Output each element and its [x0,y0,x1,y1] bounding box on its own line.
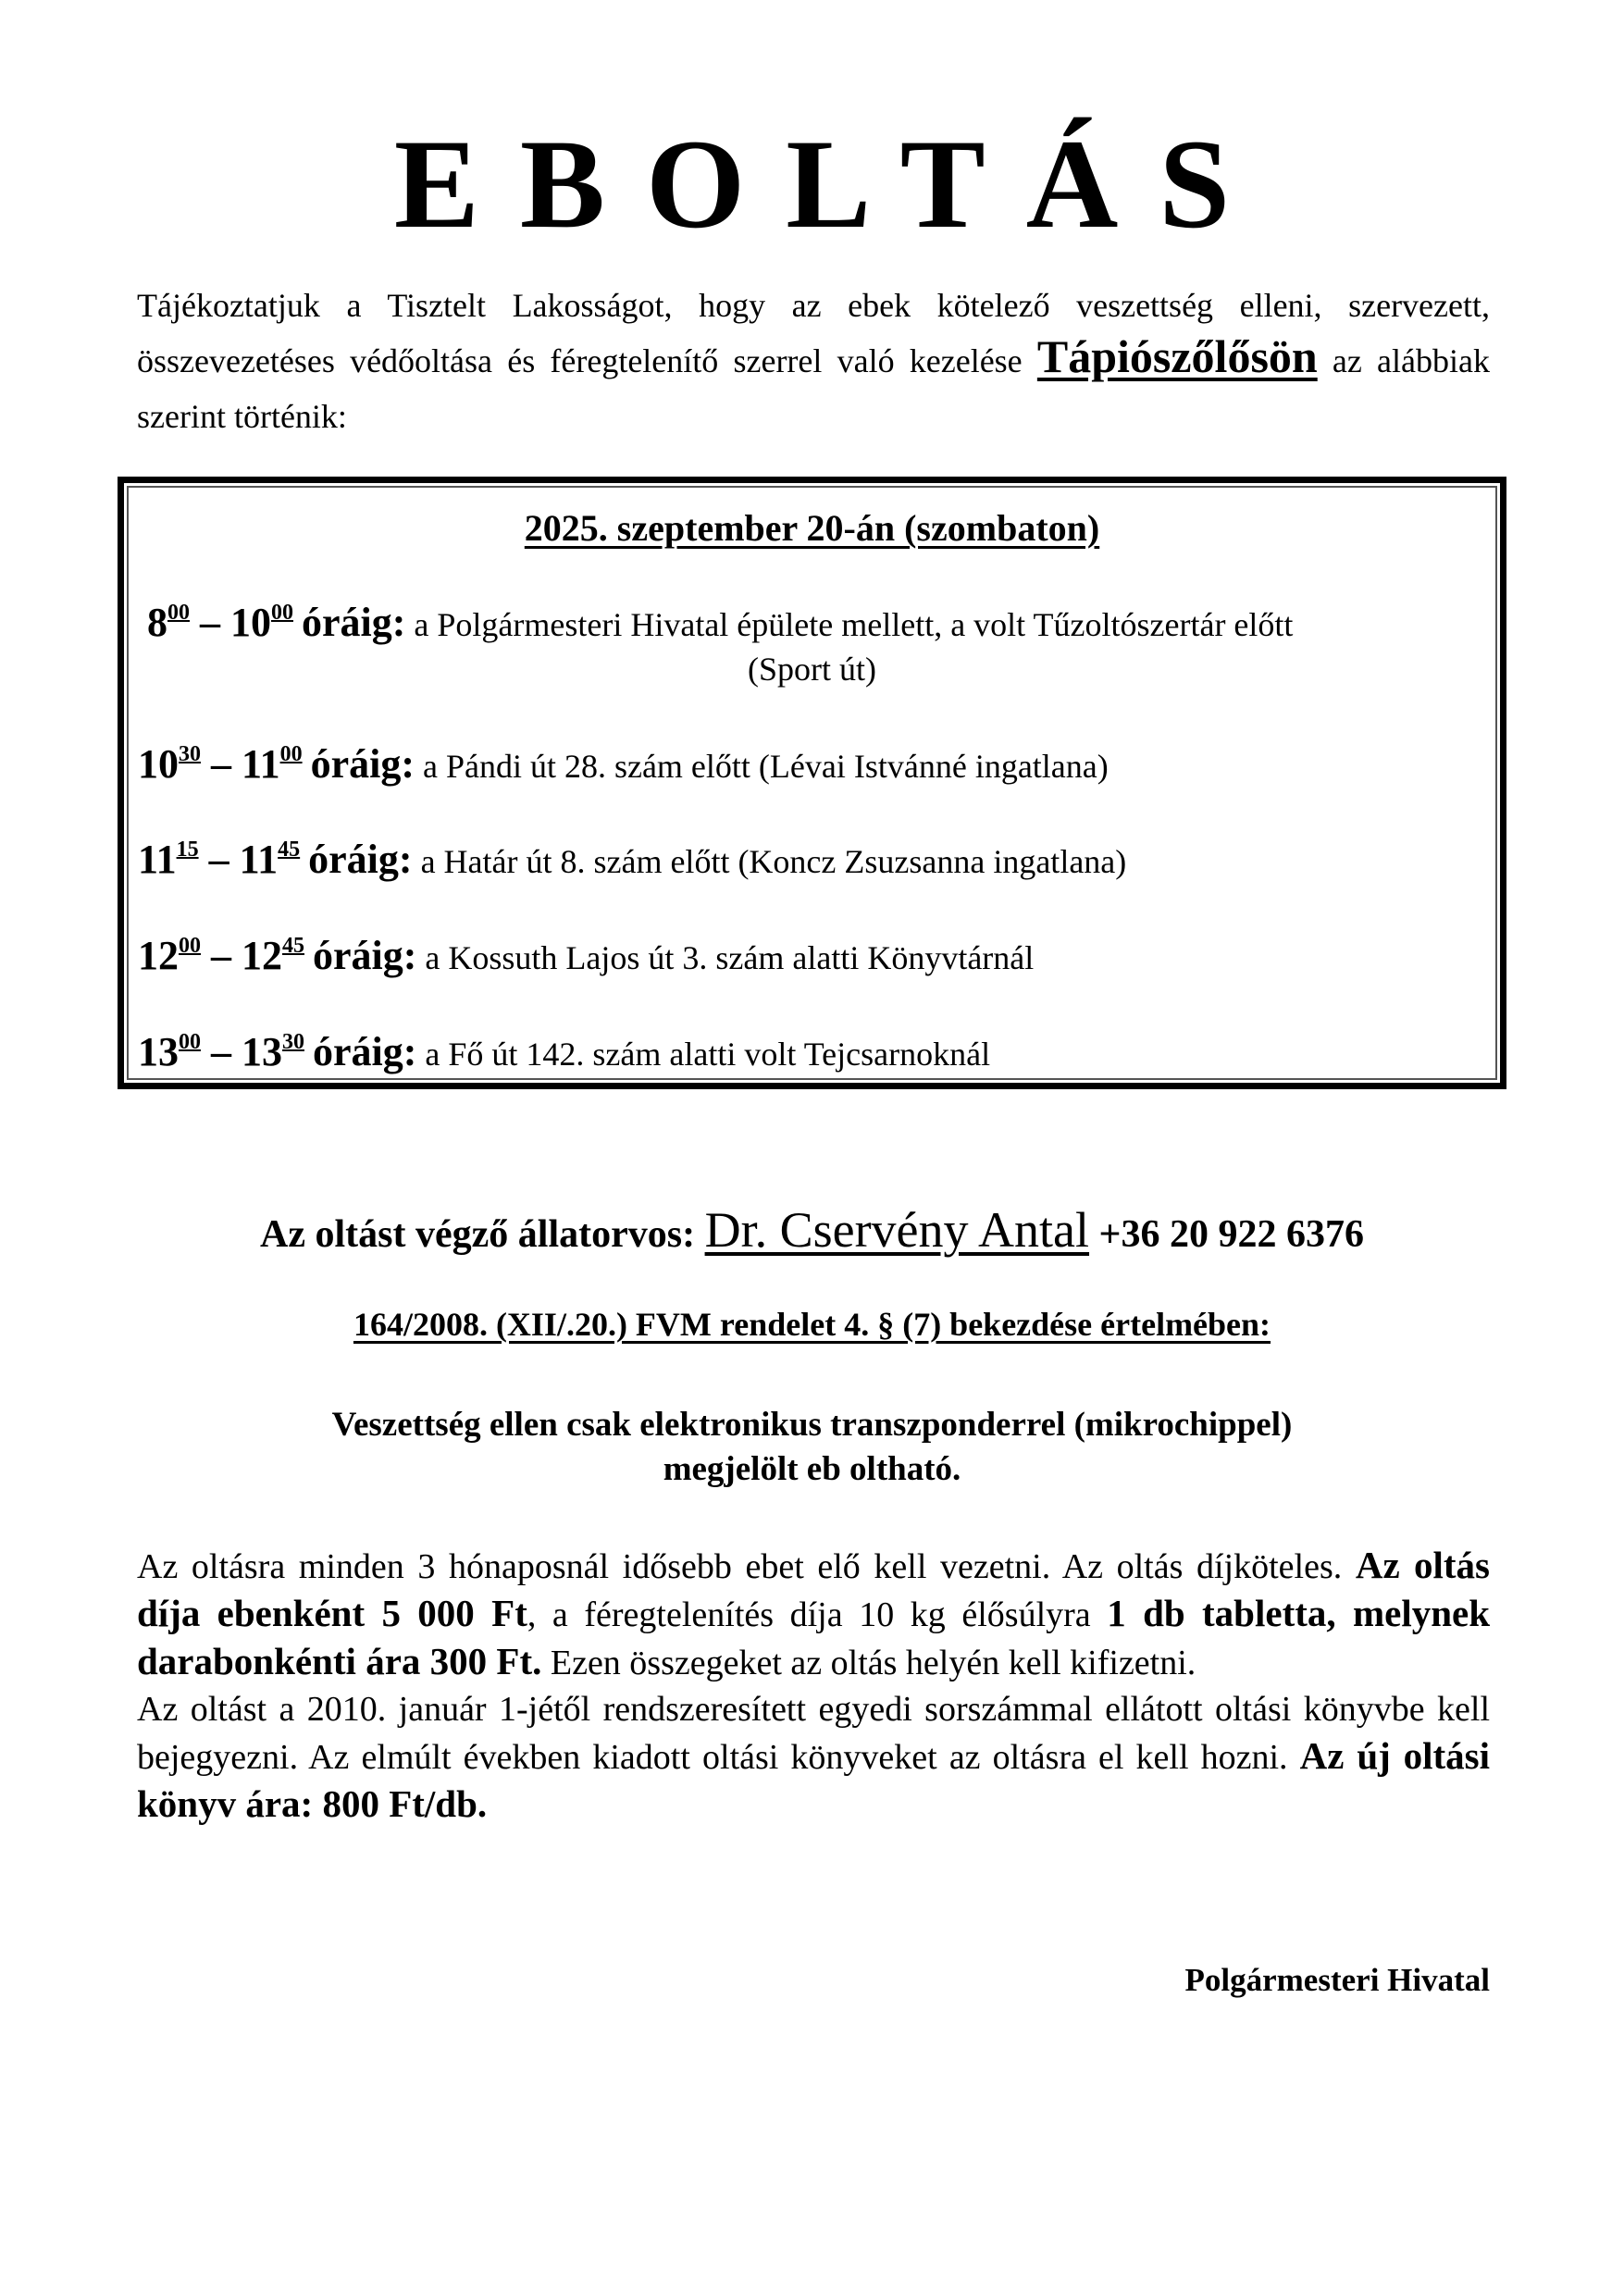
fee-information [137,1542,1490,1829]
vet-info [0,1201,1624,1259]
warning-line-1: Veszettség ellen csak elektronikus transzponderrel (mikrochippel) [331,1406,1293,1444]
time-range: $8^{00} - 10^{00}$ [147,600,293,645]
schedule-row [129,838,1495,884]
schedule-date: 2025. szeptember 20-án (szombaton) [524,507,1100,549]
page-title: EBOLTÁS [393,113,1271,254]
schedule-row [129,934,1495,980]
intro-text-after: az alábbiak szerint történik: [137,342,1490,435]
location: a Polgármesteri Hivatal épülete mellett, a volt Tűzoltószertár előtt [414,606,1294,643]
vet-label: Az oltást végző állatorvos: [260,1213,696,1256]
time-range: $13^{00} - 13^{30}$ [138,1029,304,1074]
book-price: Az új oltási könyv ára: 800 Ft/db. [137,1734,1491,1825]
schedule-row [129,1030,1495,1076]
vaccination-book-paragraph: Az oltást a 2010. január 1-jétől rendszeresített egyedi sorszámmal ellátott oltási könyvbe kell bejegyezni. Az elmúlt években kiadott oltási könyveket az oltásra el kell hozni. Az új oltási könyv ára: 800 Ft/db. [137,1690,1491,1825]
intro-text: Tájékoztatjuk a Tisztelt Lakosságot, hogy az ebek kötelező veszettség elleni, szervezett, összevezetéses védőoltása és féregtelenítő szerrel való kezelése [137,287,1490,379]
microchip-warning [0,1403,1624,1492]
fee-paragraph: Az oltásra minden 3 hónaposnál idősebb ebet elő kell vezetni. Az oltás díjköteles. Az oltás díja ebenként 5 000 Ft, a féregtelenítés díja 10 kg élősúlyra 1 db tabletta, melynek darabonkénti ára 300 Ft. Ezen összegeket az oltás helyén kell kifizetni. [137,1544,1491,1682]
place-name: Tápiószőlősön [1036,330,1318,382]
regulation-reference: 164/2008. (XII/.20.) FVM rendelet 4. § (7) bekezdése értelmében: [353,1306,1271,1343]
location: a Kossuth Lajos út 3. szám alatti Könyvtárnál [425,939,1035,976]
time-range: $10^{30} - 11^{00}$ [138,741,303,787]
schedule-box [118,477,1506,1089]
schedule-row [129,601,1495,691]
vet-name: Dr. Cservény Antal [704,1202,1090,1258]
location: a Határ út 8. szám előtt (Koncz Zsuzsanna ingatlana) [420,843,1127,880]
warning-line-2: megjelölt eb oltható. [663,1450,961,1488]
signature: Polgármesteri Hivatal [1184,1962,1490,1998]
location: a Pándi út 28. szám előtt (Lévai Istvánné ingatlana) [422,748,1109,785]
schedule-inner-border [127,486,1497,1080]
until-label: óráig: [302,600,406,645]
location: a Fő út 142. szám alatti volt Tejcsarnoknál [425,1036,991,1073]
time-range: $12^{00} - 12^{45}$ [138,933,304,978]
deworming-fee: 1 db tabletta, melynek darabonkénti ára 300 Ft. [137,1592,1491,1682]
vet-phone: +36 20 922 6376 [1098,1213,1364,1256]
schedule-row [129,742,1495,788]
location-continued: (Sport út) [748,651,876,688]
time-range: $11^{15} - 11^{45}$ [138,837,301,882]
intro-paragraph [137,282,1490,444]
until-label: óráig: [313,933,417,978]
until-label: óráig: [313,1029,417,1074]
until-label: óráig: [310,741,415,787]
vaccination-fee: Az oltás díja ebenként 5 000 Ft [137,1544,1491,1634]
until-label: óráig: [308,837,413,882]
